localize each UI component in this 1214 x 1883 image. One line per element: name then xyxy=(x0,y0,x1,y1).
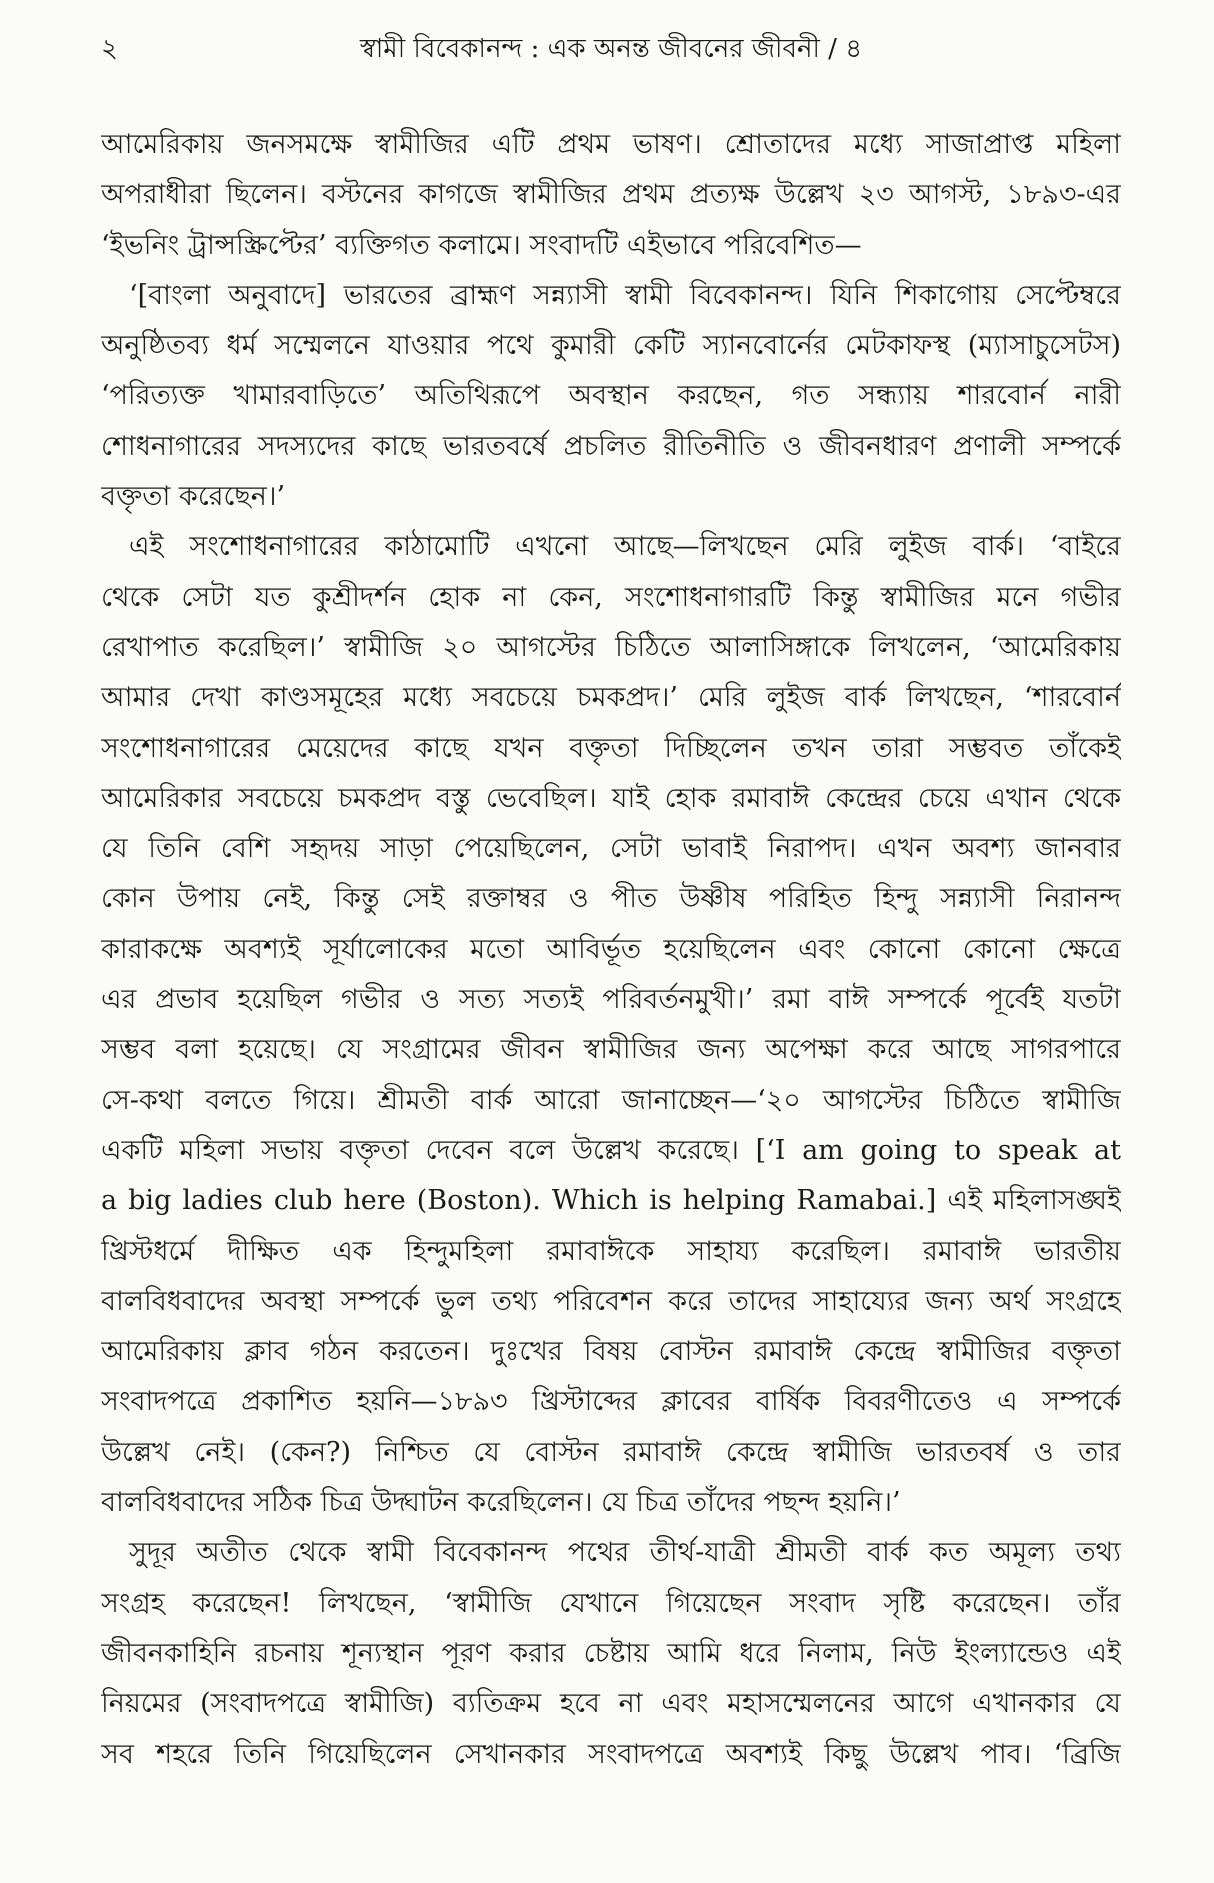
text-line: ‘পরিত্যক্ত খামারবাড়িতে’ অতিথিরূপে অবস্থান করছেন, গত সন্ধ্যায় শারবোর্ন নারী xyxy=(101,380,1121,412)
text-line: সম্ভব বলা হয়েছে। যে সংগ্রামের জীবন স্বামীজির জন্য অপেক্ষা করে আছে সাগরপারে xyxy=(101,1034,1121,1066)
text-line: আমেরিকায় ক্লাব গঠন করতেন। দুঃখের বিষয় বোস্টন রমাবাঈ কেন্দ্রে স্বামীজির বক্তৃতা xyxy=(101,1336,1121,1368)
text-line: থেকে সেটা যত কুশ্রীদর্শন হোক না কেন, সংশোধনাগারটি কিন্তু স্বামীজির মনে গভীর xyxy=(101,581,1121,613)
text-line: বক্তৃতা করেছেন।’ xyxy=(101,481,286,513)
text-line: আমার দেখা কাণ্ডসমূহের মধ্যে সবচেয়ে চমকপ্রদ।’ মেরি লুইজ বার্ক লিখছেন, ‘শারবোর্ন xyxy=(101,682,1121,714)
page-number: ২ xyxy=(101,34,118,64)
text-line: শোধনাগারের সদস্যদের কাছে ভারতবর্ষে প্রচলিত রীতিনীতি ও জীবনধারণ প্রণালী সম্পর্কে xyxy=(101,430,1121,462)
text-line: বালবিধবাদের সঠিক চিত্র উদ্ঘাটন করেছিলেন। যে চিত্র তাঁদের পছন্দ হয়নি।’ xyxy=(101,1487,901,1519)
text-line: এই সংশোধনাগারের কাঠামোটি এখনো আছে—লিখছেন মেরি লুইজ বার্ক। ‘বাইরে xyxy=(129,531,1121,563)
text-line: অনুষ্ঠিতব্য ধর্ম সম্মেলনে যাওয়ার পথে কুমারী কেটি স্যানবোর্নের মেটকাফস্থ (ম্যাসাচুসেটস) xyxy=(101,330,1121,362)
text-line: একটি মহিলা সভায় বক্তৃতা দেবেন বলে উল্লেখ করেছে। [‘I am going to speak at xyxy=(101,1134,1121,1166)
text-line: সব শহরে তিনি গিয়েছিলেন সেখানকার সংবাদপত্রে অবশ্যই কিছু উল্লেখ পাব। ‘ব্রিজি xyxy=(101,1738,1121,1770)
text-line: কারাকক্ষে অবশ্যই সূর্যালোকের মতো আবির্ভূত হয়েছিলেন এবং কোনো কোনো ক্ষেত্রে xyxy=(101,933,1121,965)
page-header xyxy=(101,28,1121,68)
text-line: সংশোধনাগারের মেয়েদের কাছে যখন বক্তৃতা দিচ্ছিলেন তখন তারা সম্ভবত তাঁকেই xyxy=(101,732,1121,764)
text-line: নিয়মের (সংবাদপত্রে স্বামীজি) ব্যতিক্রম হবে না এবং মহাসম্মেলনের আগে এখানকার যে xyxy=(101,1688,1121,1720)
text-line: কোন উপায় নেই, কিন্তু সেই রক্তাম্বর ও পীত উষ্ণীষ পরিহিত হিন্দু সন্ন্যাসী নিরানন্দ xyxy=(101,883,1121,915)
text-line: সুদূর অতীত থেকে স্বামী বিবেকানন্দ পথের তীর্থ-যাত্রী শ্রীমতী বার্ক কত অমূল্য তথ্য xyxy=(129,1537,1121,1569)
text-line: ‘[বাংলা অনুবাদে] ভারতের ব্রাহ্মণ সন্ন্যাসী স্বামী বিবেকানন্দ। যিনি শিকাগোয় সেপ্টেম্বরে xyxy=(129,279,1121,311)
text-line: আমেরিকায় জনসমক্ষে স্বামীজির এটি প্রথম ভাষণ। শ্রোতাদের মধ্যে সাজাপ্রাপ্ত মহিলা xyxy=(101,129,1121,160)
text-line: খ্রিস্টধর্মে দীক্ষিত এক হিন্দুমহিলা রমাবাঈকে সাহায্য করেছিল। রমাবাঈ ভারতীয় xyxy=(101,1235,1121,1267)
text-line: জীবনকাহিনি রচনায় শূন্যস্থান পূরণ করার চেষ্টায় আমি ধরে নিলাম, নিউ ইংল্যান্ডেও এই xyxy=(101,1637,1121,1669)
text-line: যে তিনি বেশি সহৃদয় সাড়া পেয়েছিলেন, সেটা ভাবাই নিরাপদ। এখন অবশ্য জানবার xyxy=(101,833,1121,865)
text-line: সংগ্রহ করেছেন! লিখছেন, ‘স্বামীজি যেখানে গিয়েছেন সংবাদ সৃষ্টি করেছেন। তাঁর xyxy=(101,1587,1121,1619)
running-title: স্বামী বিবেকানন্দ : এক অনন্ত জীবনের জীবনী / ৪ xyxy=(359,34,863,64)
text-line: অপরাধীরা ছিলেন। বস্টনের কাগজে স্বামীজির প্রথম প্রত্যক্ষ উল্লেখ ২৩ আগস্ট, ১৮৯৩-এর xyxy=(101,179,1121,211)
text-line: রেখাপাত করেছিল।’ স্বামীজি ২০ আগস্টের চিঠিতে আলাসিঙ্গাকে লিখলেন, ‘আমেরিকায় xyxy=(101,631,1121,663)
text-line: বালবিধবাদের অবস্থা সম্পর্কে ভুল তথ্য পরিবেশন করে তাদের সাহায্যের জন্য অর্থ সংগ্রহে xyxy=(101,1285,1121,1317)
text-line: সংবাদপত্রে প্রকাশিত হয়নি—১৮৯৩ খ্রিস্টাব্দের ক্লাবের বার্ষিক বিবরণীতেও এ সম্পর্কে xyxy=(101,1386,1121,1418)
text-line: a big ladies club here (Boston). Which is helping Ramabai.] এই মহিলাসঙ্ঘই xyxy=(101,1185,1121,1217)
page-body xyxy=(101,120,1121,1780)
text-line: সে-কথা বলতে গিয়ে। শ্রীমতী বার্ক আরো জানাচ্ছেন—‘২০ আগস্টের চিঠিতে স্বামীজি xyxy=(101,1084,1121,1116)
text-line: উল্লেখ নেই। (কেন?) নিশ্চিত যে বোস্টন রমাবাঈ কেন্দ্রে স্বামীজি ভারতবর্ষ ও তার xyxy=(101,1436,1121,1468)
text-line: আমেরিকার সবচেয়ে চমকপ্রদ বস্তু ভেবেছিল। যাই হোক রমাবাঈ কেন্দ্রের চেয়ে এখান থেকে xyxy=(101,782,1121,814)
text-line: এর প্রভাব হয়েছিল গভীর ও সত্য সত্যই পরিবর্তনমুখী।’ রমা বাঈ সম্পর্কে পূর্বেই যতটা xyxy=(101,984,1121,1016)
text-line: ‘ইভনিং ট্রান্সস্ক্রিপ্টের’ ব্যক্তিগত কলামে। সংবাদটি এইভাবে পরিবেশিত— xyxy=(101,229,862,261)
